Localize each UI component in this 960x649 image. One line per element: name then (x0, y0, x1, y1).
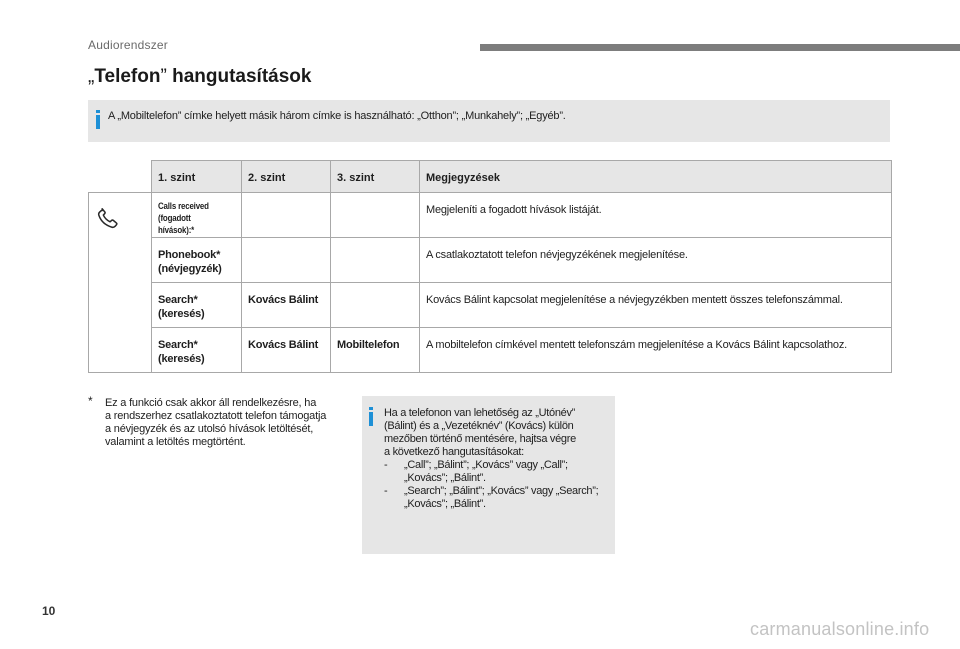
title-rest: hangutasítások (166, 66, 312, 87)
section-label: Audiorendszer (88, 38, 168, 52)
row2-level1: Phonebook* (névjegyzék) (152, 238, 242, 283)
info-note: A „Mobiltelefon” címke helyett másik három címke is használható: „Otthon”; „Munkahely”; „Egyéb”. (108, 110, 566, 122)
row2-level2 (242, 238, 331, 283)
phone-handset-icon (95, 205, 121, 231)
table-header-level1: 1. szint (152, 161, 242, 193)
row3-note: Kovács Bálint kapcsolat megjelenítése a névjegyzékben mentett összes telefonszámmal. (420, 283, 892, 328)
tip-dash: - (384, 485, 388, 497)
row4-level1: Search* (keresés) (152, 328, 242, 373)
table-header-row (89, 161, 892, 193)
row4-note: A mobiltelefon címkével mentett telefonszám megjelenítése a Kovács Bálint kapcsolathoz. (420, 328, 892, 373)
title-close-quote: ” (160, 66, 167, 87)
header-bar (480, 44, 960, 51)
tip-list-item (384, 485, 614, 511)
tip-line: (Bálint) és a „Vezetéknév” (Kovács) külön (384, 420, 574, 432)
footnote-line: a rendszerhez csatlakoztatott telefon támogatja (105, 410, 327, 422)
table-header-empty (89, 161, 152, 193)
row2-note: A csatlakoztatott telefon névjegyzékének megjelenítése. (420, 238, 892, 283)
tip-item-line: „Call”; „Bálint”; „Kovács” vagy „Call”; (404, 459, 568, 471)
tip-item-line: „Kovács”; „Bálint”. (404, 498, 486, 510)
tip-line: a következő hangutasításokat: (384, 446, 524, 458)
watermark: carmanualsonline.info (750, 619, 930, 639)
phone-icon-cell (89, 193, 152, 373)
row3-level2: Kovács Bálint (242, 283, 331, 328)
footnote-line: a névjegyzék és az utolsó hívások letöltését, (105, 423, 314, 435)
tip-line: Ha a telefonon van lehetőség az „Utónév” (384, 407, 576, 419)
tip-item-line: „Kovács”; „Bálint”. (404, 472, 486, 484)
table-row (89, 328, 892, 373)
row3-level1: Search* (keresés) (152, 283, 242, 328)
table-header-level2: 2. szint (242, 161, 331, 193)
page-number: 10 (42, 604, 56, 618)
footnote (88, 394, 358, 449)
tip-dash: - (384, 459, 388, 471)
footnote-line: valamint a letöltés megtörtént. (105, 436, 246, 448)
row2-level3 (331, 238, 420, 283)
tip-line: mezőben történő mentésére, hajtsa végre (384, 433, 576, 445)
table-header-level3: 3. szint (331, 161, 420, 193)
table-header-notes: Megjegyzések (420, 161, 892, 193)
tip-text (384, 407, 614, 511)
tip-item-line: „Search”; „Bálint”; „Kovács” vagy „Search”; (404, 485, 599, 497)
row4-level2: Kovács Bálint (242, 328, 331, 373)
footnote-marker: * (88, 394, 93, 408)
title-name: Telefon (94, 66, 161, 87)
row3-level3 (331, 283, 420, 328)
tip-list-item (384, 459, 614, 485)
row4-level3: Mobiltelefon (331, 328, 420, 373)
table-row (89, 238, 892, 283)
page-title (88, 66, 311, 88)
row1-note: Megjeleníti a fogadott hívások listáját. (420, 193, 892, 238)
table-row (89, 193, 892, 238)
footnote-line: Ez a funkció csak akkor áll rendelkezésre, ha (105, 397, 317, 409)
table-row (89, 283, 892, 328)
row1-level3 (331, 193, 420, 238)
row1-level2 (242, 193, 331, 238)
voice-command-table (88, 160, 892, 373)
row1-level1: Calls received (fogadott hívások):* (152, 193, 242, 238)
title-open-quote: „ (88, 66, 95, 87)
